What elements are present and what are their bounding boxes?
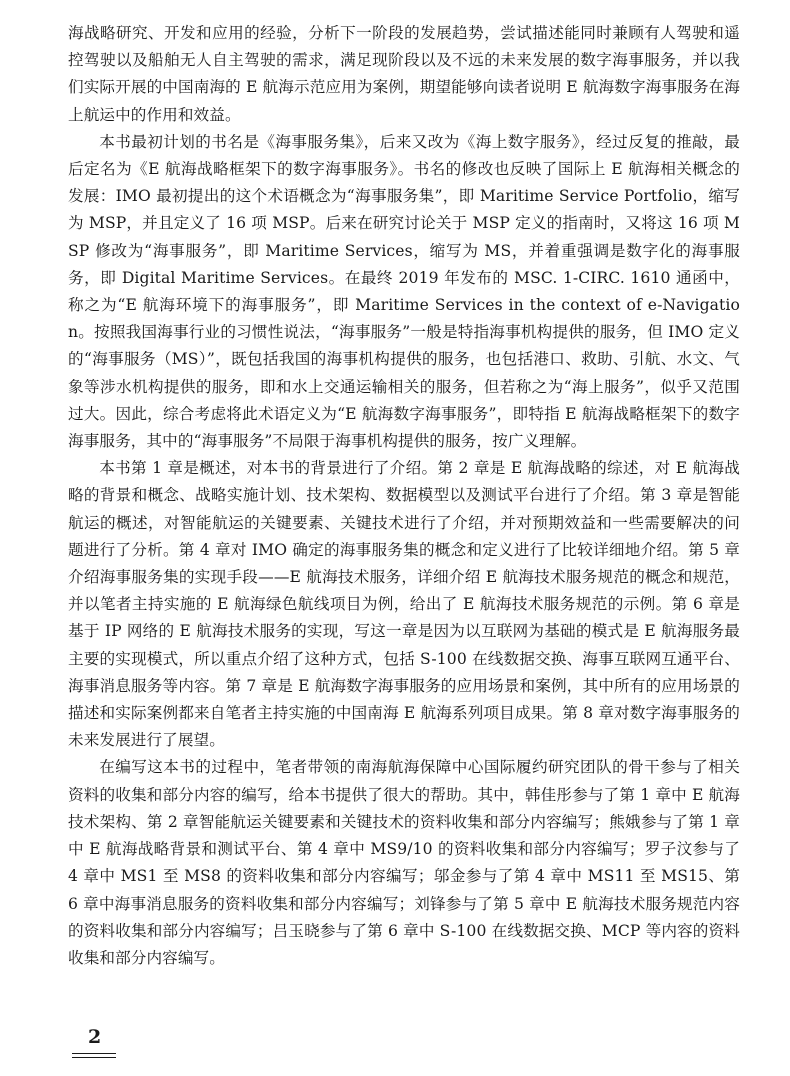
paragraph-1: 海战略研究、开发和应用的经验，分析下一阶段的发展趋势，尝试描述能同时兼顾有人驾驶和遥控驾驶以及船舶无人自主驾驶的需求，满足现阶段以及不远的未来发展的数字海事服务，并以我们实际开展的中国南海的 E 航海示范应用为案例，期望能够向读者说明 E 航海数字海事服务在海上航运中的作用和效益。 xyxy=(68,24,740,124)
paragraph-3: 本书第 1 章是概述，对本书的背景进行了介绍。第 2 章是 E 航海战略的综述，对 E 航海战略的背景和概念、战略实施计划、技术架构、数据模型以及测试平台进行了介绍。第 3 章是智能航运的概述，对智能航运的关键要素、关键技术进行了介绍，并对预期效益和一些需要解决的问题进行了分析。第 4 章对 IMO 确定的海事服务集的概念和定义进行了比较详细地介绍。第 5 章介绍海事服务集的实现手段——E 航海技术服务，详细介绍 E 航海技术服务规范的概念和规范，并以笔者主持实施的 E 航海绿色航线项目为例，给出了 E 航海技术服务规范的示例。第 6 章是基于 IP 网络的 E 航海技术服务的实现，写这一章是因为以互联网为基础的模式是 E 航海服务最主要的实现模式，所以重点介绍了这种方式，包括 S-100 在线数据交换、海事互联网互通平台、海事消息服务等内容。第 7 章是 E 航海数字海事服务的应用场景和案例，其中所有的应用场景的描述和实际案例都来自笔者主持实施的中国南海 E 航海系列项目成果。第 8 章对数字海事服务的未来发展进行了展望。 xyxy=(68,459,740,750)
footer-rule-top xyxy=(72,1053,116,1054)
page-body xyxy=(68,20,740,972)
paragraph-2: 本书最初计划的书名是《海事服务集》，后来又改为《海上数字服务》，经过反复的推敲，最后定名为《E 航海战略框架下的数字海事服务》。书名的修改也反映了国际上 E 航海相关概念的发展：IMO 最初提出的这个术语概念为“海事服务集”，即 Maritime Service Portfolio，缩写为 MSP，并且定义了 16 项 MSP。后来在研究讨论关于 MSP 定义的指南时，又将这 16 项 MSP 修改为“海事服务”，即 Maritime Services，缩写为 MS，并着重强调是数字化的海事服务，即 Digital Maritime Services。在最终 2019 年发布的 MSC. 1-CIRC. 1610 通函中，称之为“E 航海环境下的海事服务”，即 Maritime Services in the context of e-Navigation。按照我国海事行业的习惯性说法，“海事服务”一般是特指海事机构提供的服务，但 IMO 定义的“海事服务（MS）”，既包括我国的海事机构提供的服务，也包括港口、救助、引航、水文、气象等涉水机构提供的服务，即和水上交通运输相关的服务，但若称之为“海上服务”，似乎又范围过大。因此，综合考虑将此术语定义为“E 航海数字海事服务”，即特指 E 航海战略框架下的数字海事服务，其中的“海事服务”不局限于海事机构提供的服务，按广义理解。 xyxy=(68,132,740,451)
footer-rule-bottom xyxy=(72,1057,116,1058)
paragraph-4: 在编写这本书的过程中，笔者带领的南海航海保障中心国际履约研究团队的骨干参与了相关资料的收集和部分内容的编写，给本书提供了很大的帮助。其中，韩佳彤参与了第 1 章中 E 航海技术架构、第 2 章智能航运关键要素和关键技术的资料收集和部分内容编写；熊娥参与了第 1 章中 E 航海战略背景和测试平台、第 4 章中 MS9/10 的资料收集和部分内容编写；罗子汶参与了 4 章中 MS1 至 MS8 的资料收集和部分内容编写；邬金参与了第 4 章中 MS11 至 MS15、第 6 章中海事消息服务的资料收集和部分内容编写；刘锋参与了第 5 章中 E 航海技术服务规范内容的资料收集和部分内容编写；吕玉晓参与了第 6 章中 S-100 在线数据交换、MCP 等内容的资料收集和部分内容编写。 xyxy=(68,758,740,967)
page-number: 2 xyxy=(88,1026,102,1048)
